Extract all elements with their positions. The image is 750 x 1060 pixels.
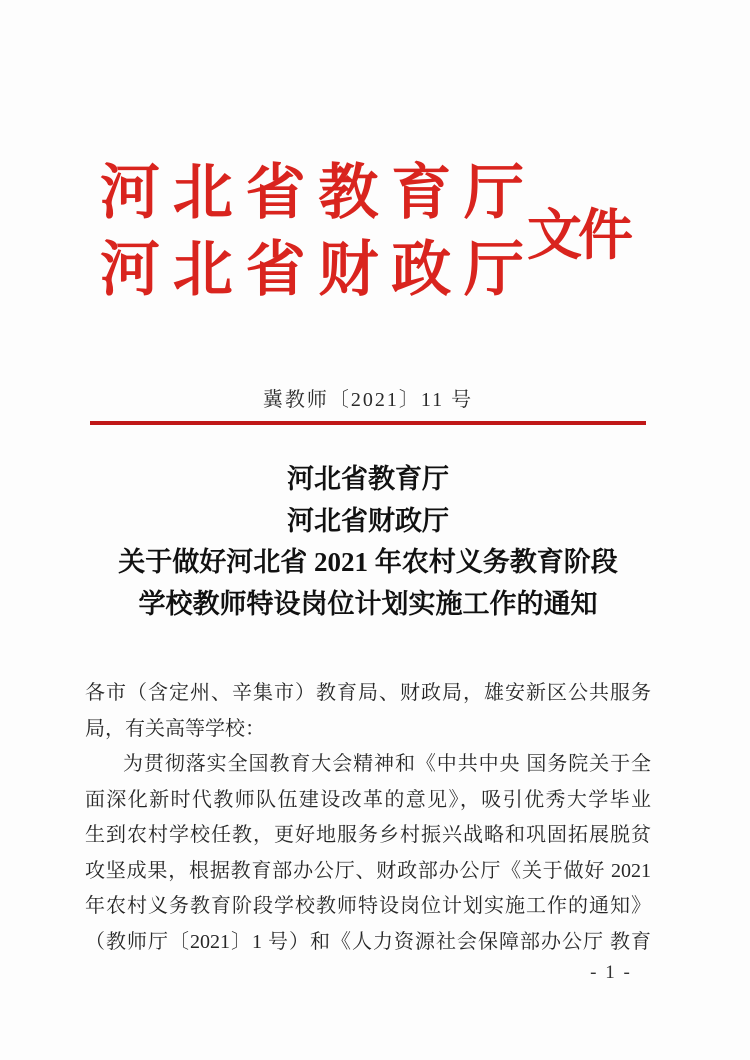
body-text-line: 面深化新时代教师队伍建设改革的意见》，吸引优秀大学毕业 (85, 788, 651, 811)
body-text-line: 局，有关高等学校： (85, 717, 265, 740)
title-line: 河北省教育厅 (287, 464, 449, 494)
body-text-line: 攻坚成果，根据教育部办公厅、财政部办公厅《关于做好 2021 (85, 859, 651, 882)
body-text-line: 年农村义务教育阶段学校教师特设岗位计划实施工作的通知》 (85, 895, 651, 917)
document-number: 冀教师〔2021〕11 号 (262, 389, 474, 411)
title-line: 学校教师特设岗位计划实施工作的通知 (138, 588, 598, 619)
body-text-line: （教师厅〔2021〕1 号）和《人力资源社会保障部办公厅 教育 (85, 930, 651, 953)
letterhead-agency-line-1: 河北省教育厅 (100, 160, 524, 226)
body-text-line: 各市（含定州、辛集市）教育局、财政局，雄安新区公共服务 (85, 682, 651, 704)
letterhead-document-marker: 文件 (527, 205, 630, 266)
title-line: 河北省财政厅 (287, 505, 449, 536)
red-separator-line (90, 421, 646, 425)
body-text-line: 生到农村学校任教，更好地服务乡村振兴战略和巩固拓展脱贫 (85, 824, 651, 846)
page-number: - 1 - (590, 962, 632, 983)
document-body (85, 676, 651, 960)
document-title (60, 459, 676, 625)
letterhead-agency-line-2: 河北省财政厅 (100, 237, 524, 303)
title-line: 关于做好河北省 2021 年农村义务教育阶段 (118, 547, 618, 577)
body-text-line: 为贯彻落实全国教育大会精神和《中共中央 国务院关于全 (123, 753, 651, 775)
